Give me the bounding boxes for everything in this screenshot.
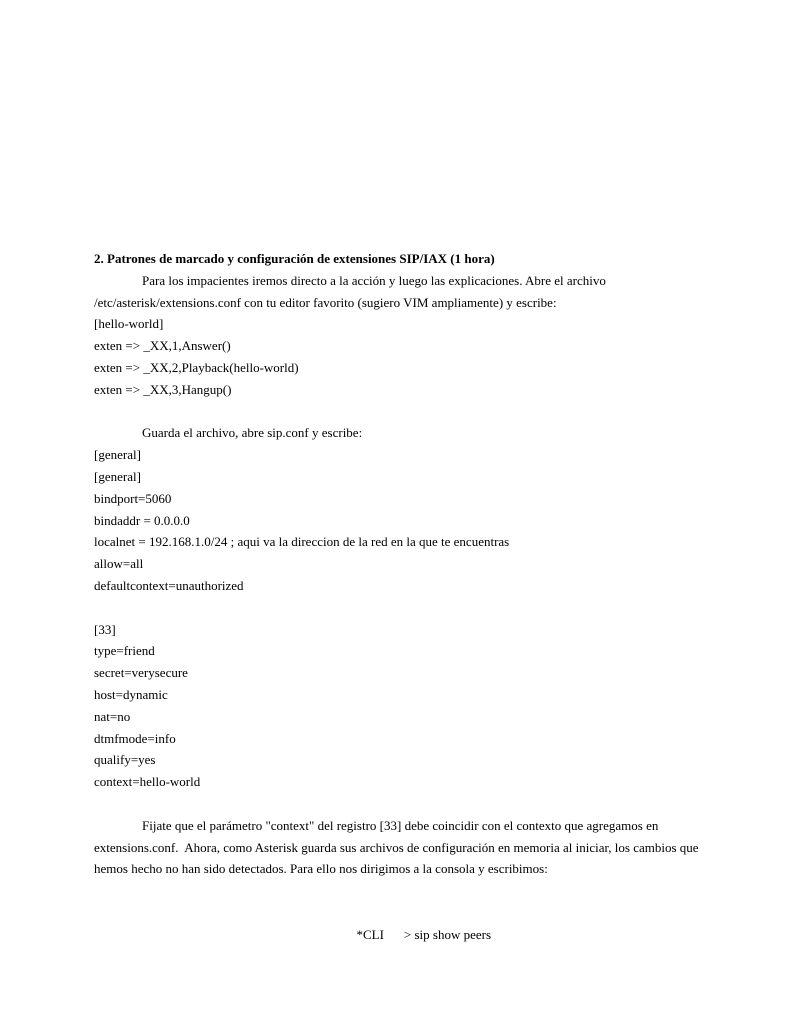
config-line: bindaddr = 0.0.0.0 xyxy=(94,512,190,528)
section-heading: 2. Patrones de marcado y configuración de extensiones SIP/IAX (1 hora) xyxy=(94,251,495,266)
intro-line-2: /etc/asterisk/extensions.conf con tu editor favorito (sugiero VIM ampliamente) y escribe: xyxy=(94,294,557,310)
code-line: [hello-world] xyxy=(94,316,164,332)
config-line: type=friend xyxy=(94,643,155,659)
closing-line-3: hemos hecho no han sido detectados. Para ello nos dirigimos a la consola y escribimos: xyxy=(94,861,548,877)
config-line: host=dynamic xyxy=(94,686,168,702)
sip-general-block xyxy=(94,444,734,597)
closing-line-1: Fijate que el parámetro "context" del registro [33] debe coincidir con el contexto que agregamos en xyxy=(142,817,659,833)
closing-line-2: extensions.conf. Ahora, como Asterisk guarda sus archivos de configuración en memoria al iniciar, los cambios que xyxy=(94,839,699,855)
code-line: exten => _XX,1,Answer() xyxy=(94,338,231,354)
spacer xyxy=(94,401,734,423)
sip-intro: Guarda el archivo, abre sip.conf y escribe: xyxy=(142,425,363,441)
code-line: exten => _XX,2,Playback(hello-world) xyxy=(94,359,299,375)
config-line: allow=all xyxy=(94,556,144,572)
cli-command: > sip show peers xyxy=(403,926,492,942)
cli-command-line xyxy=(94,902,734,942)
config-line: localnet = 192.168.1.0/24 ; aqui va la direccion de la red en la que te encuentras xyxy=(94,534,510,550)
config-line: defaultcontext=unauthorized xyxy=(94,577,244,593)
extensions-code-block xyxy=(94,313,734,400)
spacer xyxy=(94,793,734,815)
config-line: [general] xyxy=(94,468,141,484)
config-line: context=hello-world xyxy=(94,774,201,790)
config-line: dtmfmode=info xyxy=(94,730,176,746)
config-line: bindport=5060 xyxy=(94,490,172,506)
sip-peer-block xyxy=(94,619,734,793)
config-line: secret=verysecure xyxy=(94,665,188,681)
spacer xyxy=(94,880,734,902)
config-line: qualify=yes xyxy=(94,752,156,768)
cli-prompt: *CLI xyxy=(356,926,384,942)
config-line: [33] xyxy=(94,621,116,637)
config-line: [general] xyxy=(94,447,141,463)
config-line: nat=no xyxy=(94,708,131,724)
spacer xyxy=(94,597,734,619)
code-line: exten => _XX,3,Hangup() xyxy=(94,381,232,397)
document-body xyxy=(94,248,734,942)
intro-line-1: Para los impacientes iremos directo a la acción y luego las explicaciones. Abre el archivo xyxy=(142,272,606,288)
